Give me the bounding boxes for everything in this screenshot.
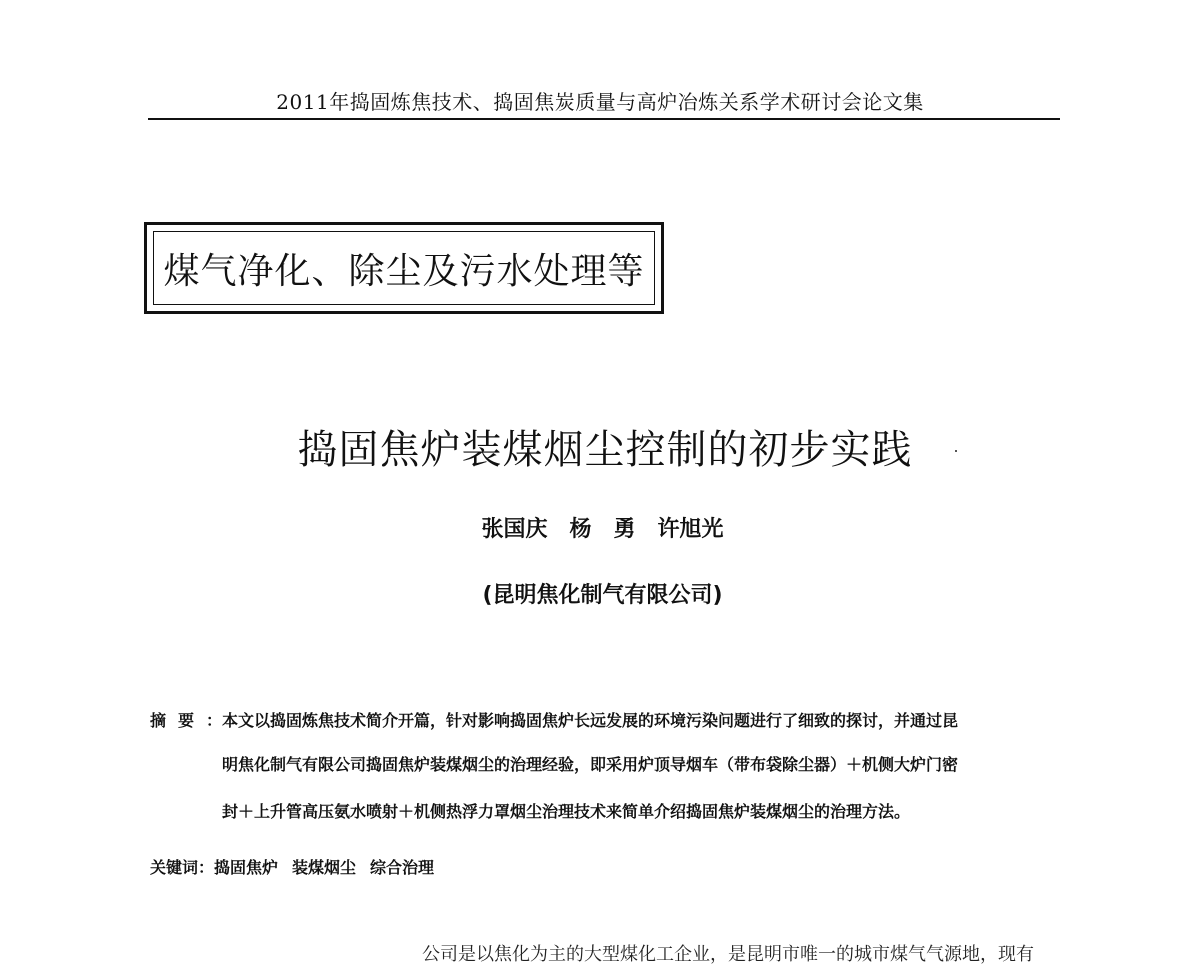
scan-speck [955,450,957,452]
section-heading-box [144,222,664,314]
paper-title: 捣固焦炉装煤烟尘控制的初步实践 [297,427,913,473]
abstract-line: 本文以捣固炼焦技术简介开篇，针对影响捣固焦炉长远发展的环境污染问题进行了细致的探讨，并通过昆 [222,711,959,730]
abstract-label: 摘要： [150,711,235,730]
keywords [150,855,448,878]
keyword: 装煤烟尘 [292,858,357,877]
abstract-line: 明焦化制气有限公司捣固焦炉装煤烟尘的治理经验，即采用炉顶导烟车（带布袋除尘器）＋机侧大炉门密 [222,755,959,774]
keyword: 捣固焦炉 [214,858,279,877]
abstract-line: 封＋上升管高压氨水喷射＋机侧热浮力罩烟尘治理技术来简单介绍捣固焦炉装煤烟尘的治理方法。 [222,802,911,821]
collection-title: 2011年捣固炼焦技术、捣固焦炭质量与高炉冶炼关系学术研讨会论文集 [276,90,924,114]
section-heading-inner-frame [153,231,655,305]
header-rule [148,118,1060,120]
body-text-partial-line: 公司是以焦化为主的大型煤化工企业，是昆明市唯一的城市煤气气源地，现有 [422,944,1034,965]
keywords-label: 关键词： [150,858,215,877]
paper-affiliation: (昆明焦化制气有限公司) [482,583,723,608]
section-heading: 煤气净化、除尘及污水处理等 [163,250,645,292]
paper-authors: 张国庆 杨 勇 许旭光 [481,517,724,542]
keyword: 综合治理 [370,858,435,877]
